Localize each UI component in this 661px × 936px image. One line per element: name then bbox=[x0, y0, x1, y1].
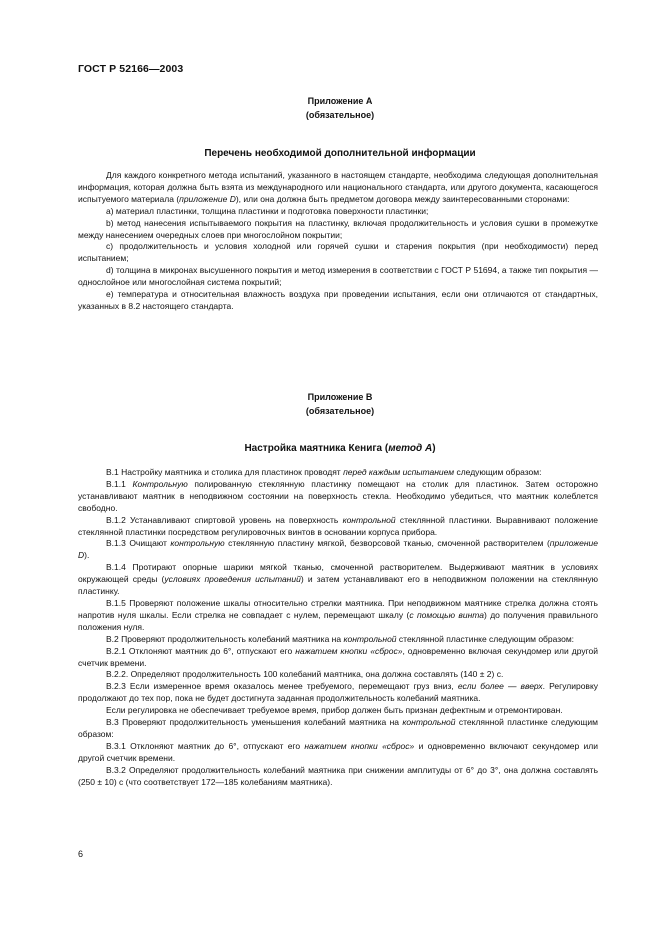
annex-a-list-item bbox=[78, 206, 598, 218]
annex-a-list-item bbox=[78, 241, 598, 265]
italic-text-run: приложение D bbox=[179, 193, 236, 204]
italic-text-run: приложение D bbox=[78, 538, 598, 561]
annex-b-paragraph bbox=[78, 634, 598, 646]
annex-b-heading bbox=[60, 443, 620, 454]
annex-b-paragraph bbox=[78, 538, 598, 562]
annex-a-heading: Перечень необходимой дополнительной информации bbox=[204, 148, 476, 159]
text-run: ) и затем устанавливают его в неподвижном положении на стеклянную пластинку. bbox=[78, 574, 599, 597]
annex-b-body bbox=[78, 467, 598, 788]
annex-a-body bbox=[78, 170, 598, 313]
text-run: В.1.4 Протирают опорные шарики мягкой тканью, смоченной растворителем. Выдерживают маятник в условиях окружающей среды ( bbox=[78, 562, 598, 585]
text-run: ) до получения правильного положения нуля. bbox=[78, 609, 599, 632]
text-run: . Регулировку продолжают до тех пор, пока не будет достигнута заданная продолжительность колебаний маятника. bbox=[78, 681, 599, 704]
annex-b-paragraph bbox=[78, 562, 598, 598]
text-run: В.2.2. Определяют продолжительность 100 колебаний маятника, она должна составлять (140 ± 2) с. bbox=[106, 669, 504, 680]
text-run: е) температура и относительная влажность воздуха при проведении испытания, если они отличаются от стандартных, указанных в 8.2 настоящего стандарта. bbox=[78, 289, 598, 311]
text-run: стеклянной пластинке следующим образом: bbox=[396, 633, 575, 644]
annex-b-paragraph bbox=[78, 669, 598, 681]
annex-a-intro bbox=[78, 170, 598, 206]
text-run: стеклянной пластинке следующим образом: bbox=[78, 717, 599, 739]
annex-b-paragraph bbox=[78, 515, 598, 539]
text-run: В.3.2 Определяют продолжительность колебаний маятника при снижении амплитуды от 6° до 3°, она должна составлять (250 ± 10) с (что соответствует 172—185 колебаниям маятника). bbox=[78, 764, 598, 787]
text-run: , одновременно включая секундомер или другой счетчик времени. bbox=[78, 645, 598, 668]
italic-text-run: Контрольную bbox=[132, 478, 188, 489]
annex-a-status: (обязательное) bbox=[305, 110, 375, 120]
annex-a-list-item bbox=[78, 289, 598, 313]
text-run: полированную стеклянную пластинку помещают на столик для пластинок. Затем осторожно устанавливают маятник в неподвижном состоянии на поверхность стекла. Необходимо убедиться, что маятник колеблется свободно. bbox=[78, 478, 598, 513]
text-run: В.2.1 Отклоняют маятник до 6°, отпускают его bbox=[106, 645, 296, 656]
text-run: В.3 Проверяют продолжительность уменьшения колебаний маятника на bbox=[106, 717, 403, 728]
italic-text-run: метод А bbox=[388, 443, 433, 454]
text-run: В.2 Проверяют продолжительность колебаний маятника на bbox=[106, 633, 344, 644]
annex-b-paragraph bbox=[78, 705, 598, 717]
text-run: стеклянной пластинки. Выравнивают положение стеклянной пластинки посредством регулировочных винтов в основании корпуса прибора. bbox=[78, 514, 599, 537]
page-number: 6 bbox=[78, 849, 84, 859]
text-run: В.1.3 Очищают bbox=[106, 538, 171, 549]
annex-b-status: (обязательное) bbox=[305, 406, 375, 416]
text-run: ) bbox=[432, 443, 436, 454]
annex-b-paragraph bbox=[78, 479, 598, 515]
italic-text-run: контрольной bbox=[402, 717, 456, 728]
annex-b-paragraph bbox=[78, 741, 598, 765]
italic-text-run: нажатием кнопки «сброс» bbox=[295, 645, 403, 656]
text-run: а) материал пластинки, толщина пластинки и подготовка поверхности пластинки; bbox=[106, 205, 429, 216]
text-run: и одновременно включают секундомер или другой счетчик времени. bbox=[78, 740, 598, 763]
text-run: стеклянную пластину мягкой, безворсовой тканью, смоченной растворителем ( bbox=[224, 538, 550, 549]
italic-text-run: с помощью винта bbox=[409, 609, 484, 620]
text-run: ). bbox=[84, 550, 90, 561]
italic-text-run: если более — вверх bbox=[457, 681, 543, 692]
annex-a-title: Приложение А bbox=[307, 96, 373, 106]
annex-a-list-item bbox=[78, 265, 598, 289]
text-run: В.1.2 Устанавливают спиртовой уровень на поверхность bbox=[106, 514, 343, 525]
italic-text-run: условиях проведения испытаний bbox=[164, 574, 301, 585]
text-run: следующим образом: bbox=[454, 467, 542, 477]
text-run: Для каждого конкретного метода испытаний, указанного в настоящем стандарте, необходима следующая дополнительная информация, которая должна быть взята из международного или национального стандарта, или другого документа, касающегося испытуемого материала ( bbox=[78, 170, 598, 204]
annex-b-paragraph bbox=[78, 467, 598, 479]
text-run: В.3.1 Отклоняют маятник до 6°, отпускают его bbox=[106, 740, 305, 751]
text-run: В.1.1 bbox=[106, 478, 133, 489]
annex-b-paragraph bbox=[78, 681, 598, 705]
annex-b-paragraph bbox=[78, 717, 598, 741]
italic-text-run: контрольную bbox=[170, 538, 225, 549]
text-run: Если регулировка не обеспечивает требуемое время, прибор должен быть признан дефектным и отремонтирован. bbox=[106, 705, 563, 716]
annex-a-list-item bbox=[78, 218, 598, 242]
text-run: В.1 Настройку маятника и столика для пластинок проводят bbox=[106, 467, 344, 477]
document-header: ГОСТ Р 52166—2003 bbox=[78, 63, 184, 75]
annex-b-paragraph bbox=[78, 598, 598, 634]
text-run: ), или она должна быть предметом договора между заинтересованными сторонами: bbox=[235, 193, 570, 204]
italic-text-run: контрольной bbox=[342, 514, 396, 525]
text-run: В.2.3 Если измеренное время оказалось менее требуемого, перемещают груз вниз, bbox=[106, 681, 458, 692]
annex-b-paragraph bbox=[78, 765, 598, 789]
annex-b-paragraph bbox=[78, 646, 598, 670]
text-run: с) продолжительность и условия холодной или горячей сушки и старения покрытия (при необходимости) перед испытанием; bbox=[78, 241, 598, 264]
annex-b-title: Приложение В bbox=[307, 392, 373, 402]
annex-a-items-list bbox=[78, 206, 598, 313]
italic-text-run: нажатием кнопки «сброс» bbox=[304, 740, 415, 751]
italic-text-run: перед каждым испытанием bbox=[343, 467, 455, 477]
italic-text-run: контрольной bbox=[343, 633, 397, 644]
text-run: Настройка маятника Кенига ( bbox=[244, 443, 389, 454]
text-run: b) метод нанесения испытываемого покрытия на пластинку, включая продолжительность и условия сушки в промежутке между нанесением очередных слоев при многослойном покрытии; bbox=[78, 217, 598, 240]
text-run: d) толщина в микронах высушенного покрытия и метод измерения в соответствии с ГОСТ Р 51694, а также тип покрытия — однослойное или многослойная система покрытий; bbox=[78, 265, 598, 288]
text-run: В.1.5 Проверяют положение шкалы относительно стрелки маятника. При неподвижном маятнике стрелка должна стоять напротив нуля шкалы. Если стрелка не совпадает с нулем, перемещают шкалу ( bbox=[78, 597, 598, 620]
